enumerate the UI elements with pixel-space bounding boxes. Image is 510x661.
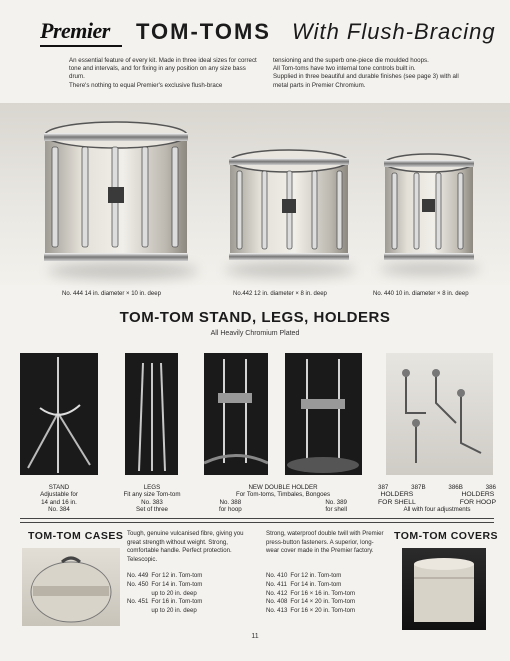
legs-photo: [125, 353, 178, 475]
divider-2: [20, 522, 494, 523]
legs-label-l1: Fit any size Tom-tom: [123, 491, 181, 499]
holder-389-photo: [285, 353, 362, 475]
intro-left-p2: There's nothing to equal Premier's exclusive flush-brace: [69, 81, 223, 89]
holder-389-desc: for shell: [325, 506, 347, 514]
drum-caption-440: No. 440 10 in. diameter × 8 in. deep: [373, 291, 469, 297]
table-row: No. 450 For 14 in. Tom-tom: [127, 580, 203, 588]
holders-shell-l1: HOLDERS: [380, 491, 414, 499]
stand-label-l2: 14 and 16 in.: [41, 498, 77, 506]
table-row: up to 20 in. deep: [151, 607, 197, 615]
page-title: TOM-TOMS: [136, 19, 271, 44]
table-row: No. 411 For 14 in. Tom-tom: [266, 580, 342, 588]
holders-hoop-l1: HOLDERS: [461, 491, 495, 499]
table-row: No. 410 For 12 in. Tom-tom: [266, 572, 342, 579]
holder-389-no: No. 389: [325, 498, 347, 506]
holder-num-386b: 386B: [448, 484, 463, 491]
holder-388-no: No. 388: [219, 498, 242, 506]
covers-table: [266, 572, 358, 616]
legs-label-title: LEGS: [143, 484, 161, 491]
page-number: 11: [251, 633, 259, 640]
double-holder-label: [203, 484, 363, 514]
holder-388-desc: for hoop: [219, 506, 242, 514]
cases-table: [127, 572, 205, 616]
drum-caption-444: No. 444 14 in. diameter × 10 in. deep: [62, 291, 161, 297]
cases-title: TOM-TOM CASES: [28, 530, 124, 542]
double-holder-sub: For Tom-toms, Timbales, Bongoes: [235, 491, 331, 499]
brand-logo: Premier: [40, 18, 110, 43]
intro-left-p1: An essential feature of every kit. Made in three ideal sizes for correct tone and intervals, and for fixing in any position on any size bass drum.: [69, 57, 257, 81]
section-subtitle: All Heavily Chromium Plated: [210, 330, 300, 337]
table-row: No. 451 For 16 in. Tom-tom: [127, 598, 203, 606]
drum-444: [44, 122, 188, 261]
intro-right-p1: tensioning and the superb one-piece die moulded hoops.: [273, 57, 429, 64]
legs-label-l2: No. 383: [141, 498, 163, 506]
holder-388-photo: [204, 353, 268, 475]
legs-label-l3: Set of three: [136, 506, 168, 514]
stand-label-l3: No. 384: [48, 506, 70, 514]
holders-387-386-photo: [386, 353, 493, 475]
drum-caption-442: No.442 12 in. diameter × 8 in. deep: [233, 291, 327, 297]
table-row: No. 413 For 16 × 20 in. Tom-tom: [266, 607, 356, 615]
case-photo: [22, 548, 120, 626]
intro-right-p2: All Tom-toms have two internal tone controls built in.: [273, 65, 416, 73]
holder-num-387b: 387B: [411, 484, 426, 491]
cases-desc: Tough, genuine vulcanised fibre, giving you great strength without weight. Strong, comfortable handle. Perfect protection. Telescopic.: [127, 530, 244, 563]
table-row: No. 408 For 14 × 20 in. Tom-tom: [266, 598, 356, 606]
divider: [20, 518, 494, 519]
page-subtitle: With Flush-Bracing: [292, 19, 496, 44]
holder-num-386: 386: [485, 484, 496, 491]
holders-note: All with four adjustments: [403, 506, 471, 514]
covers-desc: Strong, waterproof double twill with Premier press-button fasteners. A superior, long-wear cover made in the Premier factory.: [266, 530, 384, 555]
covers-title: TOM-TOM COVERS: [394, 530, 499, 542]
holder-num-387: 387: [378, 484, 389, 491]
double-holder-title: NEW DOUBLE HOLDER: [248, 484, 318, 491]
stand-label: [18, 484, 100, 514]
intro-left: [69, 57, 259, 90]
drum-440: [384, 154, 474, 260]
intro-right: [273, 57, 473, 90]
holders-shell-l2: FOR SHELL: [378, 498, 416, 506]
holders-label: [378, 484, 496, 514]
cover-photo: [402, 548, 486, 630]
legs-label: [110, 484, 194, 514]
stand-label-l1: Adjustable for: [40, 491, 78, 499]
drum-442: [229, 150, 349, 260]
table-row: up to 20 in. deep: [151, 589, 197, 597]
section-title: TOM-TOM STAND, LEGS, HOLDERS: [119, 309, 391, 326]
table-row: No. 412 For 16 × 16 in. Tom-tom: [266, 589, 356, 597]
drums-photo: [0, 103, 510, 285]
table-row: No. 449 For 12 in. Tom-tom: [127, 572, 203, 579]
brand-underline: [40, 45, 122, 47]
intro-right-p3: Supplied in three beautiful and durable finishes (see page 3) with all metal parts in Premier Chromium.: [273, 73, 459, 89]
stand-label-title: STAND: [48, 484, 70, 491]
stand-photo: [20, 353, 98, 475]
holders-hoop-l2: FOR HOOP: [459, 498, 496, 506]
